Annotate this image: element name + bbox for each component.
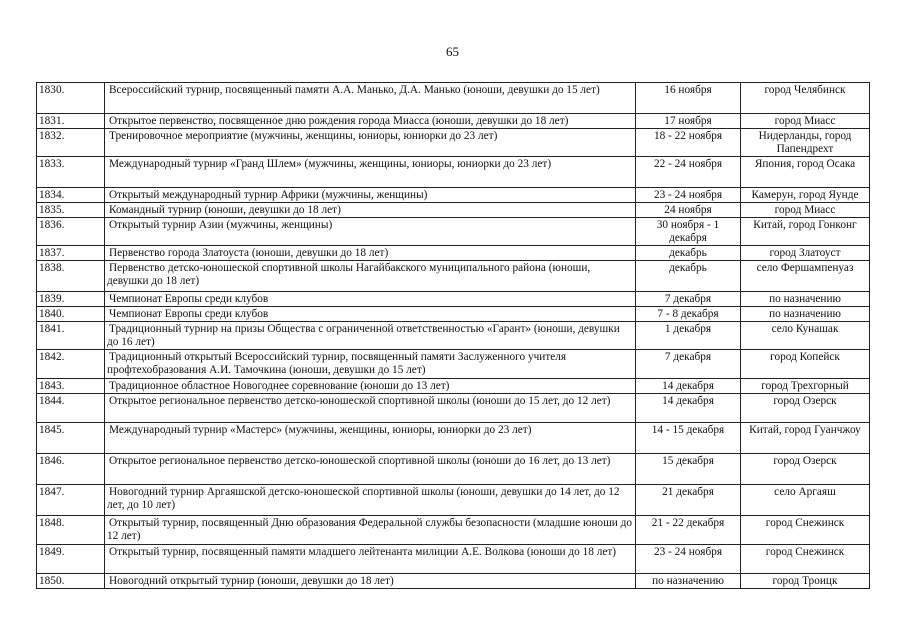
event-name: Новогодний турнир Аргаяшской детско-юношеской спортивной школы (юноши, девушки до 14 лет, до 12 лет, до 10 лет) bbox=[105, 485, 636, 516]
event-date: 30 ноября - 1 декабря bbox=[636, 218, 741, 246]
event-name: Открытый турнир, посвященный памяти младшего лейтенанта милиции А.Е. Волкова (юноши до 18 лет) bbox=[105, 545, 636, 574]
event-name: Всероссийский турнир, посвященный памяти А.А. Манько, Д.А. Манько (юноши, девушки до 15 лет) bbox=[105, 83, 636, 114]
event-date: 14 - 15 декабря bbox=[636, 423, 741, 454]
table-row bbox=[37, 322, 870, 350]
event-name: Чемпионат Европы среди клубов bbox=[105, 307, 636, 322]
row-number: 1839. bbox=[37, 292, 105, 307]
table-row bbox=[37, 203, 870, 218]
event-name: Открытый турнир Азии (мужчины, женщины) bbox=[105, 218, 636, 246]
page-number: 65 bbox=[446, 44, 459, 59]
table-row bbox=[37, 246, 870, 261]
table-row bbox=[37, 379, 870, 394]
event-date: 14 декабря bbox=[636, 379, 741, 394]
event-place: село Фершампенуаз bbox=[741, 261, 870, 292]
event-date: декабрь bbox=[636, 261, 741, 292]
event-name: Новогодний открытый турнир (юноши, девушки до 18 лет) bbox=[105, 574, 636, 589]
event-place: село Кунашак bbox=[741, 322, 870, 350]
row-number: 1837. bbox=[37, 246, 105, 261]
table-row bbox=[37, 423, 870, 454]
event-place: Япония, город Осака bbox=[741, 157, 870, 188]
row-number: 1844. bbox=[37, 394, 105, 423]
event-name: Международный турнир «Мастерс» (мужчины, женщины, юниоры, юниорки до 23 лет) bbox=[105, 423, 636, 454]
event-place: город Трехгорный bbox=[741, 379, 870, 394]
table-row bbox=[37, 454, 870, 485]
row-number: 1830. bbox=[37, 83, 105, 114]
event-date: 23 - 24 ноября bbox=[636, 188, 741, 203]
event-name: Первенство детско-юношеской спортивной школы Нагайбакского муниципального района (юноши, девушки до 18 лет) bbox=[105, 261, 636, 292]
event-date: 7 декабря bbox=[636, 292, 741, 307]
row-number: 1850. bbox=[37, 574, 105, 589]
events-table bbox=[36, 82, 870, 589]
event-name: Международный турнир «Гранд Шлем» (мужчины, женщины, юниоры, юниорки до 23 лет) bbox=[105, 157, 636, 188]
event-date: 15 декабря bbox=[636, 454, 741, 485]
table-row bbox=[37, 157, 870, 188]
event-name: Открытый турнир, посвященный Дню образования Федеральной службы безопасности (младшие юноши до 12 лет) bbox=[105, 516, 636, 545]
event-date: 21 декабря bbox=[636, 485, 741, 516]
table-row bbox=[37, 218, 870, 246]
event-place: город Озерск bbox=[741, 394, 870, 423]
table-row bbox=[37, 114, 870, 129]
table-row bbox=[37, 261, 870, 292]
event-name: Открытое региональное первенство детско-юношеской спортивной школы (юноши до 15 лет, до 12 лет) bbox=[105, 394, 636, 423]
event-place: Китай, город Гуанчжоу bbox=[741, 423, 870, 454]
event-place: Нидерланды, город Папендрехт bbox=[741, 129, 870, 157]
event-date: по назначению bbox=[636, 574, 741, 589]
event-date: 7 декабря bbox=[636, 350, 741, 379]
table-row bbox=[37, 350, 870, 379]
table-row bbox=[37, 516, 870, 545]
event-date: 17 ноября bbox=[636, 114, 741, 129]
event-place: город Копейск bbox=[741, 350, 870, 379]
row-number: 1832. bbox=[37, 129, 105, 157]
event-place: село Аргаяш bbox=[741, 485, 870, 516]
event-place: город Троицк bbox=[741, 574, 870, 589]
event-date: 24 ноября bbox=[636, 203, 741, 218]
event-date: 16 ноября bbox=[636, 83, 741, 114]
row-number: 1849. bbox=[37, 545, 105, 574]
table-row bbox=[37, 485, 870, 516]
row-number: 1842. bbox=[37, 350, 105, 379]
table-row bbox=[37, 83, 870, 114]
event-name: Традиционное областное Новогоднее соревнование (юноши до 13 лет) bbox=[105, 379, 636, 394]
event-date: 1 декабря bbox=[636, 322, 741, 350]
table-row bbox=[37, 129, 870, 157]
event-date: 23 - 24 ноября bbox=[636, 545, 741, 574]
event-name: Командный турнир (юноши, девушки до 18 лет) bbox=[105, 203, 636, 218]
event-date: 18 - 22 ноября bbox=[636, 129, 741, 157]
row-number: 1841. bbox=[37, 322, 105, 350]
table-row bbox=[37, 188, 870, 203]
row-number: 1833. bbox=[37, 157, 105, 188]
row-number: 1845. bbox=[37, 423, 105, 454]
event-place: Китай, город Гонконг bbox=[741, 218, 870, 246]
table-row bbox=[37, 307, 870, 322]
event-name: Чемпионат Европы среди клубов bbox=[105, 292, 636, 307]
event-date: 22 - 24 ноября bbox=[636, 157, 741, 188]
event-date: декабрь bbox=[636, 246, 741, 261]
event-place: город Снежинск bbox=[741, 545, 870, 574]
event-date: 7 - 8 декабря bbox=[636, 307, 741, 322]
table-row bbox=[37, 574, 870, 589]
event-name: Традиционный открытый Всероссийский турнир, посвященный памяти Заслуженного учителя профтехобразования А.И. Тамочкина (юноши, девушки до 15 лет) bbox=[105, 350, 636, 379]
row-number: 1836. bbox=[37, 218, 105, 246]
event-place: Камерун, город Яунде bbox=[741, 188, 870, 203]
event-place: город Озерск bbox=[741, 454, 870, 485]
event-name: Открытый международный турнир Африки (мужчины, женщины) bbox=[105, 188, 636, 203]
row-number: 1838. bbox=[37, 261, 105, 292]
event-name: Традиционный турнир на призы Общества с ограниченной ответственностью «Гарант» (юноши, девушки до 16 лет) bbox=[105, 322, 636, 350]
row-number: 1846. bbox=[37, 454, 105, 485]
event-place: город Миасс bbox=[741, 203, 870, 218]
row-number: 1848. bbox=[37, 516, 105, 545]
table-row bbox=[37, 292, 870, 307]
event-place: по назначению bbox=[741, 292, 870, 307]
event-place: город Златоуст bbox=[741, 246, 870, 261]
row-number: 1835. bbox=[37, 203, 105, 218]
row-number: 1843. bbox=[37, 379, 105, 394]
event-name: Тренировочное мероприятие (мужчины, женщины, юниоры, юниорки до 23 лет) bbox=[105, 129, 636, 157]
event-place: город Челябинск bbox=[741, 83, 870, 114]
table-row bbox=[37, 545, 870, 574]
event-place: город Снежинск bbox=[741, 516, 870, 545]
row-number: 1831. bbox=[37, 114, 105, 129]
table-row bbox=[37, 394, 870, 423]
row-number: 1847. bbox=[37, 485, 105, 516]
event-date: 21 - 22 декабря bbox=[636, 516, 741, 545]
event-name: Первенство города Златоуста (юноши, девушки до 18 лет) bbox=[105, 246, 636, 261]
event-place: по назначению bbox=[741, 307, 870, 322]
event-name: Открытое первенство, посвященное дню рождения города Миасса (юноши, девушки до 18 лет) bbox=[105, 114, 636, 129]
event-name: Открытое региональное первенство детско-юношеской спортивной школы (юноши до 16 лет, до 13 лет) bbox=[105, 454, 636, 485]
event-date: 14 декабря bbox=[636, 394, 741, 423]
row-number: 1834. bbox=[37, 188, 105, 203]
event-place: город Миасс bbox=[741, 114, 870, 129]
row-number: 1840. bbox=[37, 307, 105, 322]
